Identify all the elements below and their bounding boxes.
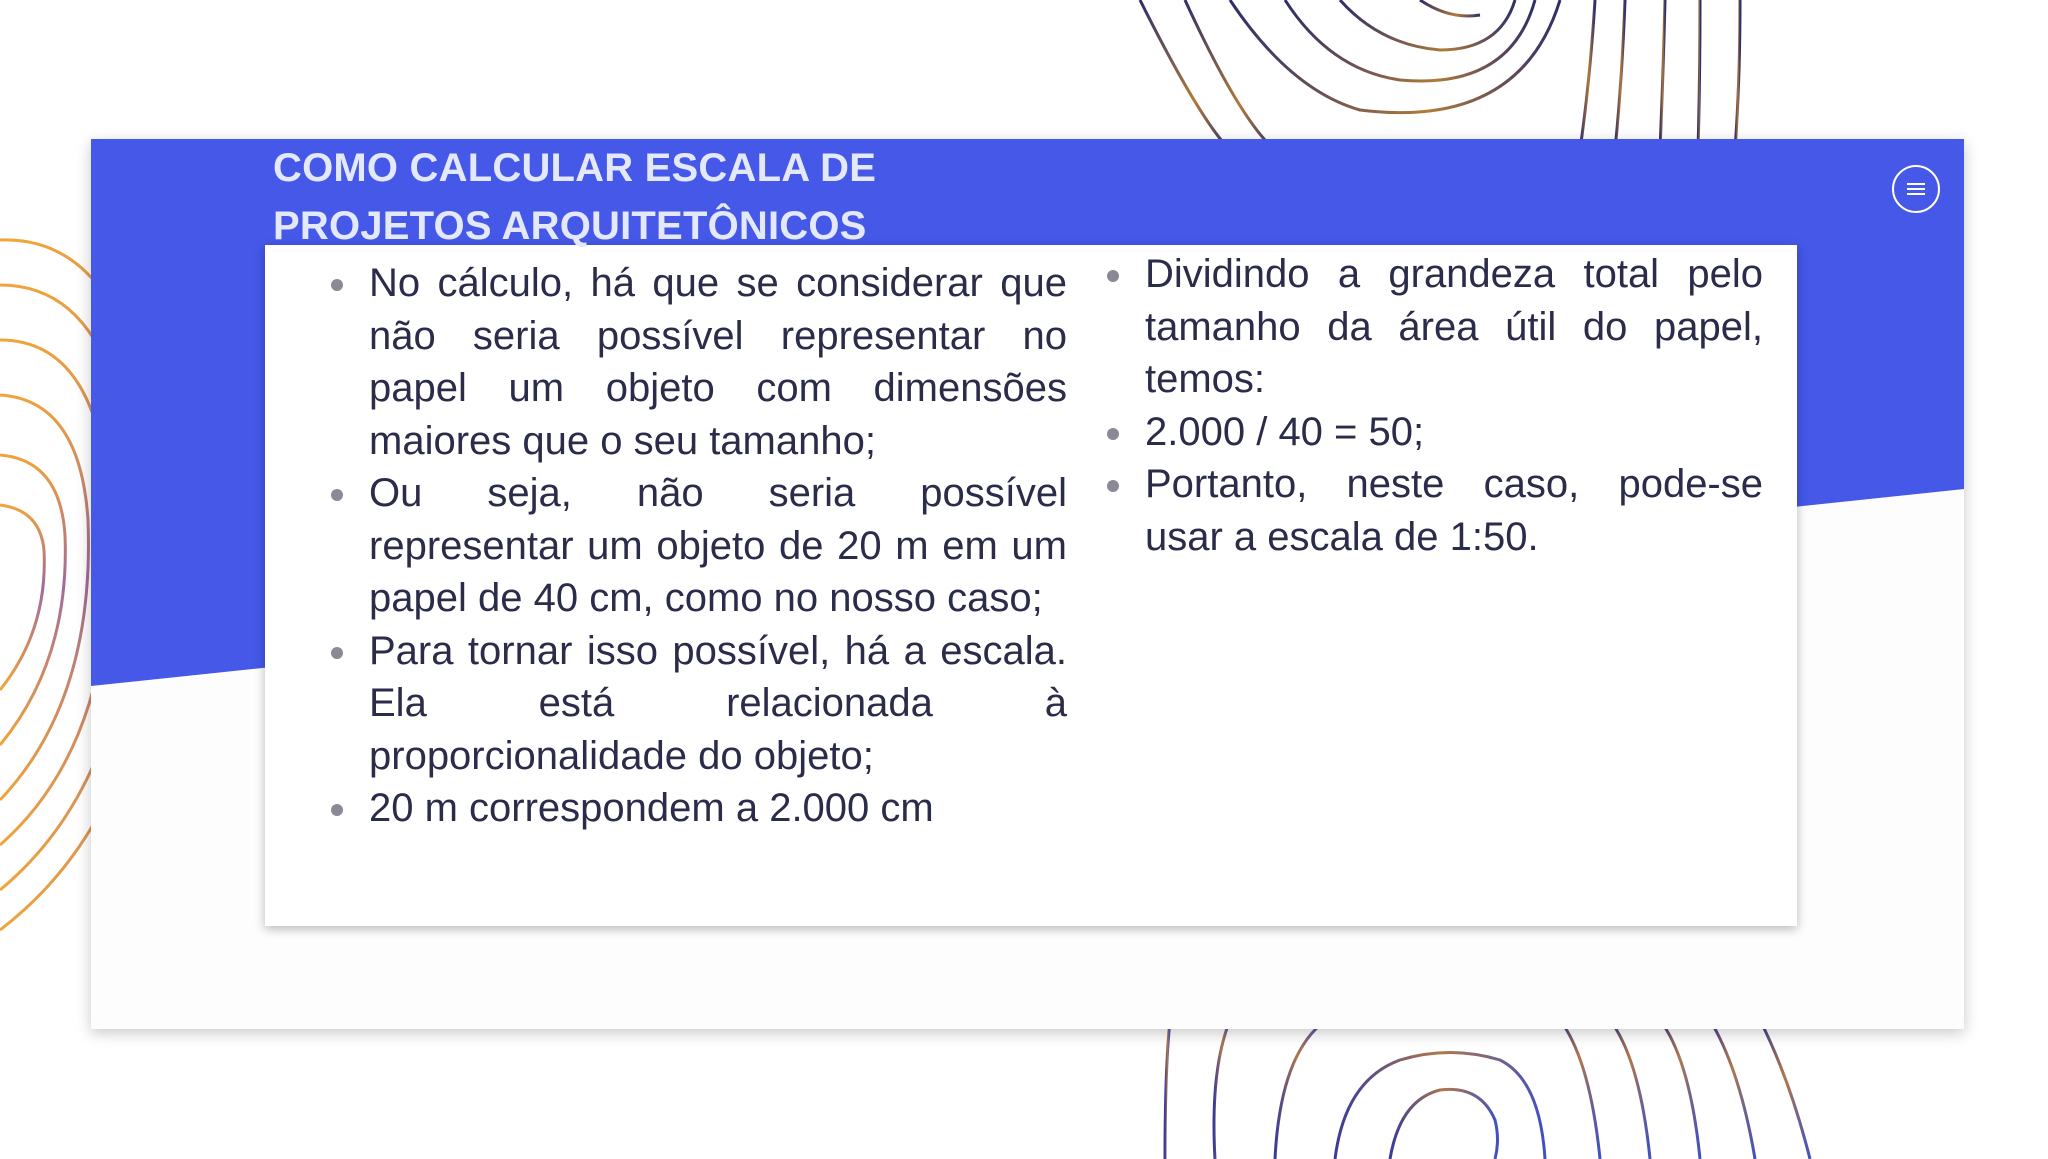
slide [91, 139, 1964, 1029]
slide-title [273, 139, 876, 255]
bullet-item: Para tornar isso possível, há a escala. Ela está relacionada à proporcionalidade do objeto; [327, 625, 1067, 783]
right-bullet-list [1103, 248, 1763, 563]
bullet-item: No cálculo, há que se considerar que não seria possível representar no papel um objeto com dimensões maiores que o seu tamanho; [327, 257, 1067, 467]
left-bullet-list [327, 257, 1067, 835]
bullet-item: Dividindo a grandeza total pelo tamanho da área útil do papel, temos: [1103, 248, 1763, 406]
hamburger-menu-icon [1907, 182, 1925, 196]
slide-title-line-2: PROJETOS ARQUITETÔNICOS [273, 204, 867, 248]
bullet-item: 20 m correspondem a 2.000 cm [327, 782, 1067, 835]
bullet-item: Portanto, neste caso, pode-se usar a escala de 1:50. [1103, 458, 1763, 563]
slide-title-line-1: COMO CALCULAR ESCALA DE [273, 146, 877, 190]
content-box [265, 245, 1797, 926]
bullet-item: 2.000 / 40 = 50; [1103, 406, 1763, 459]
menu-button[interactable] [1892, 165, 1940, 213]
bullet-item: Ou seja, não seria possível representar um objeto de 20 m em um papel de 40 cm, como no nosso caso; [327, 467, 1067, 625]
